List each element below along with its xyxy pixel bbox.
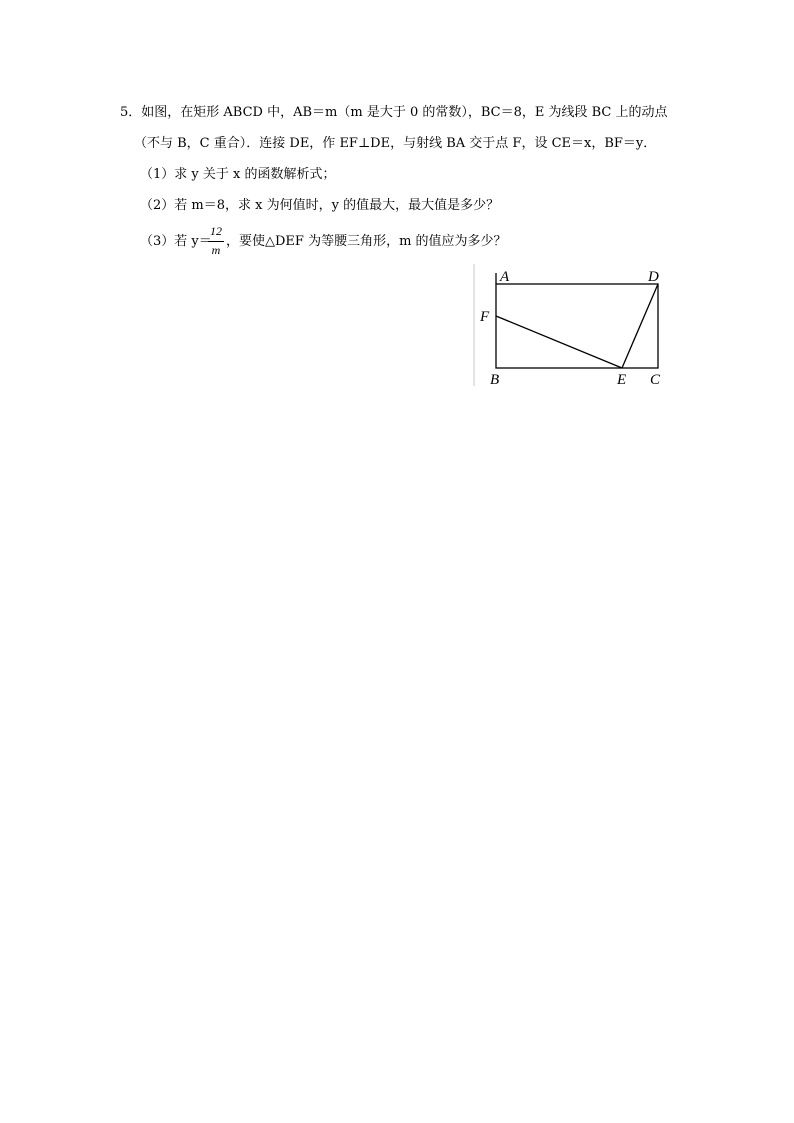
label-f: F bbox=[480, 309, 490, 325]
fraction-numerator: 12 bbox=[210, 224, 222, 238]
fraction-denominator: m bbox=[211, 243, 221, 257]
label-a: A bbox=[500, 269, 510, 285]
label-c: C bbox=[650, 372, 661, 388]
problem-line-2: （不与 B，C 重合）．连接 DE，作 EF⊥DE，与射线 BA 交于点 F，设 CE＝x，BF＝y． bbox=[134, 136, 657, 151]
label-e: E bbox=[617, 372, 627, 388]
question-2: （2）若 m＝8，求 x 为何值时，y 的值最大，最大值是多少？ bbox=[140, 198, 500, 213]
question-3-suffix: ，要使△DEF 为等腰三角形，m 的值应为多少？ bbox=[226, 234, 507, 249]
question-1: （1）求 y 关于 x 的函数解析式； bbox=[140, 167, 336, 182]
rectangle-figure bbox=[470, 264, 670, 390]
question-3-prefix: （3）若 y＝ bbox=[140, 234, 212, 249]
problem-line-1: 5．如图，在矩形 ABCD 中，AB＝m（m 是大于 0 的常数），BC＝8，E 为线段 BC 上的动点 bbox=[120, 105, 668, 120]
label-b: B bbox=[490, 372, 500, 388]
segment-fe bbox=[496, 316, 622, 368]
segment-ed bbox=[622, 284, 658, 368]
fraction-bar bbox=[208, 241, 224, 242]
label-d: D bbox=[648, 269, 659, 285]
